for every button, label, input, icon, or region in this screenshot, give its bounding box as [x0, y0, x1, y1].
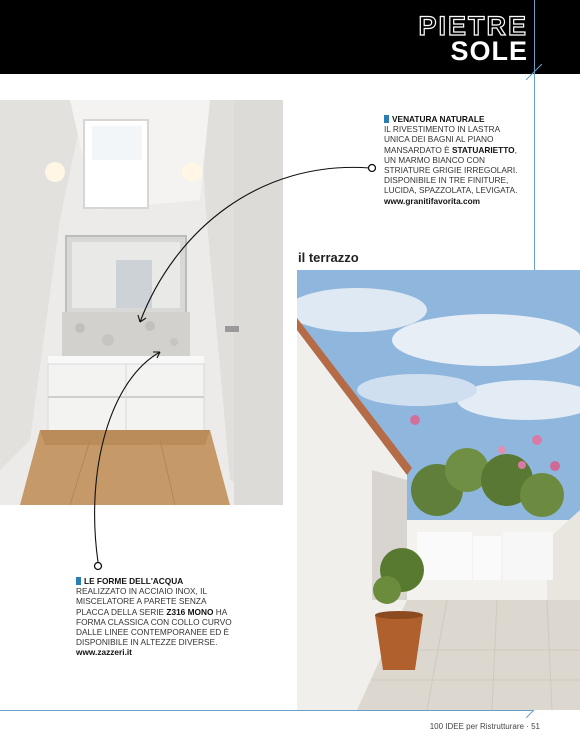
- caption-bottom-title: LE FORME DELL'ACQUA: [84, 576, 184, 586]
- section-title: il terrazzo: [298, 250, 359, 265]
- caption-top-line-3: MANSARDATO È STATUARIETTO,: [384, 144, 517, 155]
- caption-bottom-line-4: FORMA CLASSICA CON COLLO CURVO: [76, 616, 232, 627]
- caption-bottom-line-5: DALLE LINEE CONTEMPORANEE ED È: [76, 627, 230, 638]
- caption-bottom-line-6: DISPONIBILE IN ALTEZZE DIVERSE.: [76, 637, 218, 648]
- caption-bottom-link[interactable]: www.zazzeri.it: [76, 647, 132, 658]
- caption-top-line-4: UN MARMO BIANCO CON: [384, 154, 485, 165]
- caption-bottom-line-2: MISCELATORE A PARETE SENZA: [76, 596, 207, 607]
- caption-bottom: [76, 576, 236, 658]
- caption-top-line-6: DISPONIBILE IN TRE FINITURE,: [384, 175, 509, 186]
- caption-bottom-line-1: REALIZZATO IN ACCIAIO INOX, IL: [76, 586, 208, 597]
- caption-top-line-5: STRIATURE GRIGIE IRREGOLARI.: [384, 165, 518, 176]
- brand-line-2: SOLE: [450, 36, 528, 66]
- caption-top-line-1: IL RIVESTIMENTO IN LASTRA: [384, 124, 501, 135]
- page-footer: 100 IDEE per Ristrutturare · 51: [429, 722, 540, 731]
- bullet-square-icon: [384, 115, 389, 123]
- brand-line-1: PIETRE: [418, 11, 528, 41]
- caption-top-title: VENATURA NATURALE: [392, 114, 485, 124]
- bullet-square-icon: [76, 577, 81, 585]
- caption-bottom-line-3: PLACCA DELLA SERIE Z316 MONO HA: [76, 606, 228, 617]
- caption-top-line-7: LUCIDA, SPAZZOLATA, LEVIGATA.: [384, 185, 518, 196]
- caption-top: [384, 114, 534, 206]
- caption-top-link[interactable]: www.granitifavorita.com: [384, 195, 481, 206]
- caption-top-line-2: UNICA DEI BAGNI AL PIANO: [384, 134, 494, 145]
